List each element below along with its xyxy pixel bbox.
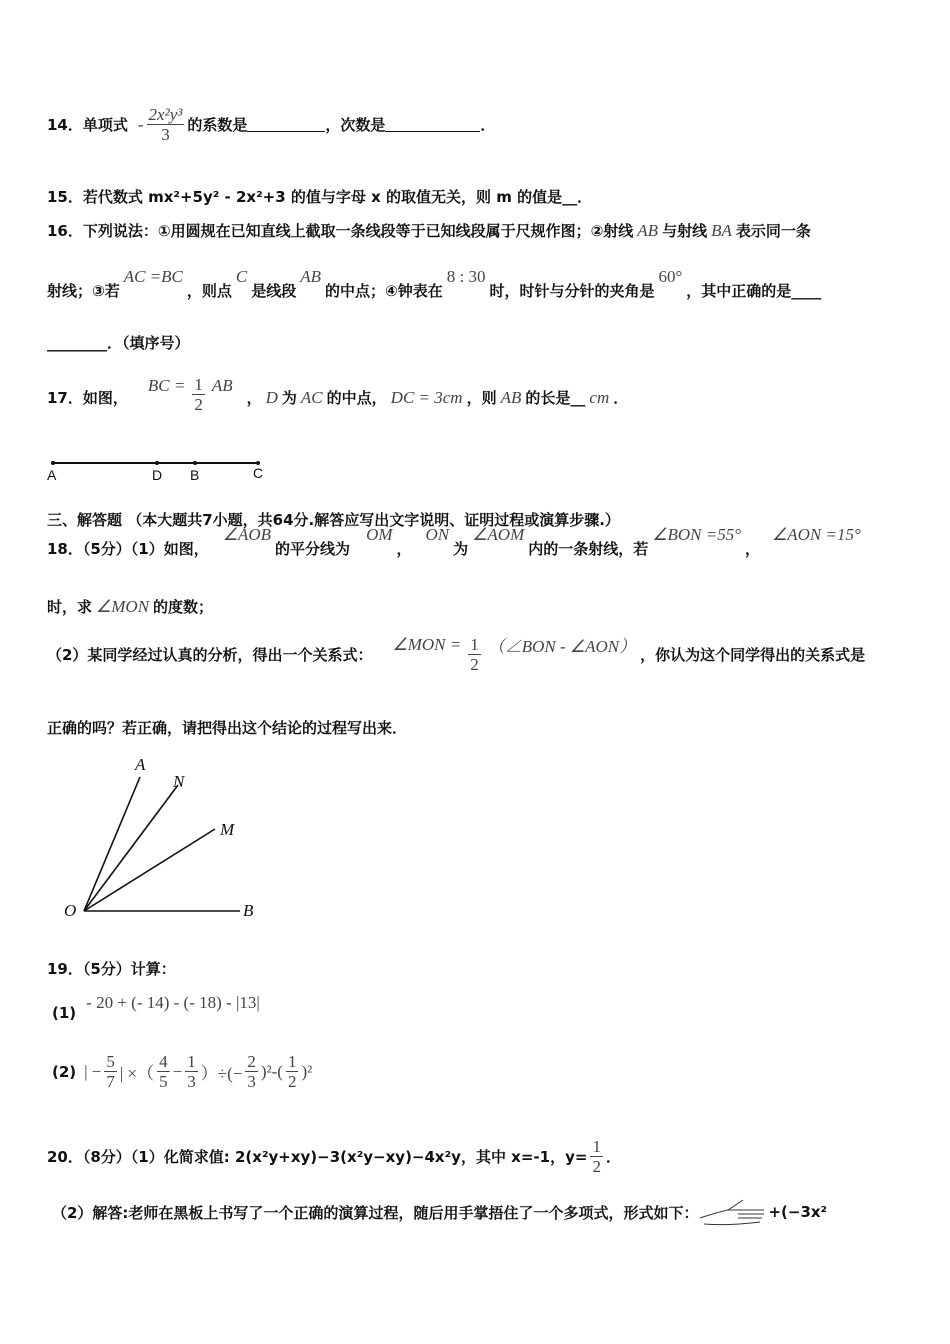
question-18-line3 <box>47 635 865 674</box>
point-label-b: B <box>190 467 200 483</box>
math: DC = 3cm <box>390 387 463 407</box>
expr: )² <box>301 1061 313 1081</box>
point-label-a: A <box>47 467 57 483</box>
expr: | ×（ <box>119 1064 155 1083</box>
part-label: (1) <box>52 1004 77 1022</box>
question-18-line4 <box>47 717 407 738</box>
text: 是线段 <box>251 282 297 300</box>
text: 16．下列说法：①用圆规在已知直线上截取一条线段等于已知线段属于尺规作图；②射线 <box>47 222 634 240</box>
denominator: 3 <box>161 125 170 144</box>
math: 60° <box>658 266 683 286</box>
q14-text: 的系数是 <box>187 116 248 134</box>
text: 的中点；④钟表在 <box>325 282 443 300</box>
ray-label-n: N <box>173 772 185 791</box>
math: ∠AOM <box>472 524 525 544</box>
question-19-part2 <box>52 1052 312 1091</box>
text: 18．（5分）（1）如图， <box>47 540 209 558</box>
denominator: 5 <box>159 1072 168 1091</box>
answer-blank[interactable] <box>385 117 480 132</box>
math: AC =BC <box>123 266 183 286</box>
text: 19．（5分）计算： <box>47 960 176 978</box>
math: BC = <box>147 375 186 395</box>
math: ON <box>425 524 450 544</box>
math: AB <box>211 375 233 395</box>
point-label-c: C <box>253 465 264 481</box>
question-15 <box>47 186 592 207</box>
palm-hand-icon <box>698 1196 768 1228</box>
angle-figure <box>60 755 275 935</box>
question-16-line3 <box>47 332 190 353</box>
math: C <box>235 266 248 286</box>
text: ，则点 <box>186 282 232 300</box>
question-16-line2 <box>47 266 822 301</box>
math: 8 : 30 <box>446 266 486 286</box>
question-20-line1 <box>47 1137 621 1176</box>
numerator: 2 <box>247 1052 256 1071</box>
denominator: 3 <box>187 1072 196 1091</box>
text: ，其中正确的是____ <box>686 282 822 300</box>
point-label-d: D <box>152 467 163 483</box>
math: ∠MON <box>96 596 150 616</box>
ray-label-m: M <box>220 820 235 839</box>
text: ，则 <box>466 389 497 407</box>
numerator: 1 <box>187 1052 196 1071</box>
fraction <box>104 1052 117 1091</box>
question-19 <box>47 958 176 979</box>
text: 正确的吗？若正确，请把得出这个结论的过程写出来． <box>47 719 408 737</box>
answer-blank[interactable] <box>247 117 325 132</box>
question-18-line2 <box>47 596 213 617</box>
vertex-label-o: O <box>64 901 77 920</box>
numerator: 2x²y³ <box>148 105 183 124</box>
question-14 <box>47 105 495 144</box>
fraction <box>286 1052 299 1091</box>
segment-diagram <box>45 455 275 485</box>
text: 与射线 <box>662 222 708 240</box>
expr: | − <box>84 1061 102 1081</box>
math: AC <box>300 387 323 407</box>
denominator: 2 <box>470 655 479 674</box>
text: 内的一条射线，若 <box>528 540 649 558</box>
text: 时，求 <box>47 598 93 616</box>
math: AB <box>300 266 322 286</box>
text: ， <box>745 540 761 558</box>
numerator: 5 <box>106 1052 115 1071</box>
question-17 <box>47 375 629 417</box>
text: ，你认为这个同学得出的关系式是 <box>640 646 866 664</box>
text: ， <box>396 540 412 558</box>
denominator: 2 <box>194 395 203 414</box>
expr: )²-( <box>260 1061 283 1081</box>
part-label: (2) <box>52 1062 77 1081</box>
math: ∠AOB <box>222 524 272 544</box>
text: （2）解答:老师在黑板上书写了一个正确的演算过程，随后用手掌捂住了一个多项式，形式如下： <box>52 1203 699 1222</box>
fraction <box>245 1052 258 1091</box>
denominator: 3 <box>247 1072 256 1091</box>
numerator: 4 <box>159 1052 168 1071</box>
fraction <box>157 1052 170 1091</box>
text: 的中点， <box>326 389 387 407</box>
math: ∠AON =15° <box>772 524 861 544</box>
numerator: 1 <box>592 1137 601 1156</box>
question-20-line2 <box>52 1196 827 1228</box>
q14-fraction <box>147 105 185 144</box>
math: BA <box>711 220 732 240</box>
math: OM <box>366 524 393 544</box>
q14-text: 14．单项式 <box>47 116 128 134</box>
question-19-part1 <box>52 993 260 1022</box>
text: 17．如图， <box>47 389 128 407</box>
math: cm <box>589 387 610 407</box>
q15-text: 15．若代数式 mx²+5y² - 2x²+3 的值与字母 x 的取值无关，则 m 的值是__． <box>47 188 593 206</box>
text: +(−3x² <box>768 1203 828 1221</box>
math: D <box>265 387 278 407</box>
ray-label-b: B <box>243 901 254 920</box>
ray-label-a: A <box>135 755 146 774</box>
text: 射线；③若 <box>47 282 120 300</box>
expr: − <box>172 1061 183 1081</box>
math: ∠BON =55° <box>652 524 742 544</box>
text: 20．（8分）（1）化简求值: 2(x²y+xy)−3(x²y−xy)−4x²y，其中 x=-1，y= <box>47 1148 588 1166</box>
text: 表示同一条 <box>735 222 811 240</box>
denominator: 7 <box>106 1072 115 1091</box>
text: 为 <box>453 540 469 558</box>
fraction <box>192 375 205 414</box>
question-18-line1 <box>47 524 865 559</box>
section-title: 三、解答题 （本大题共7小题，共64分.解答应写出文字说明、证明过程或演算步骤.） <box>47 511 620 529</box>
denominator: 2 <box>287 1072 297 1091</box>
text: 的长是__ <box>525 389 586 407</box>
section-heading <box>47 509 620 530</box>
text: ． <box>613 389 629 407</box>
expression: - 20 + (- 14) - (- 18) - |13| <box>86 993 260 1012</box>
fraction <box>185 1052 198 1091</box>
text: 的度数； <box>153 598 214 616</box>
q14-sign: - <box>137 114 144 134</box>
text: 时，时针与分针的夹角是 <box>489 282 655 300</box>
expr: ）÷(− <box>200 1064 243 1083</box>
fraction <box>590 1137 603 1176</box>
text: ． <box>605 1148 621 1166</box>
numerator: 1 <box>470 635 479 654</box>
numerator: 1 <box>287 1052 297 1071</box>
fraction <box>468 635 481 674</box>
math: AB <box>637 220 659 240</box>
text: ， <box>246 389 262 407</box>
numerator: 1 <box>194 375 203 394</box>
text: （2）某同学经过认真的分析，得出一个关系式： <box>47 646 373 664</box>
q14-text: ，次数是 <box>325 116 386 134</box>
text: 为 <box>281 389 297 407</box>
math: （∠BON - ∠AON） <box>487 637 637 656</box>
math: AB <box>500 387 522 407</box>
q14-text: ． <box>480 116 496 134</box>
question-16-line1 <box>47 220 811 241</box>
math: ∠MON = <box>392 634 462 654</box>
denominator: 2 <box>592 1157 601 1176</box>
text: ________．（填序号） <box>47 334 190 352</box>
text: 的平分线为 <box>275 540 351 558</box>
